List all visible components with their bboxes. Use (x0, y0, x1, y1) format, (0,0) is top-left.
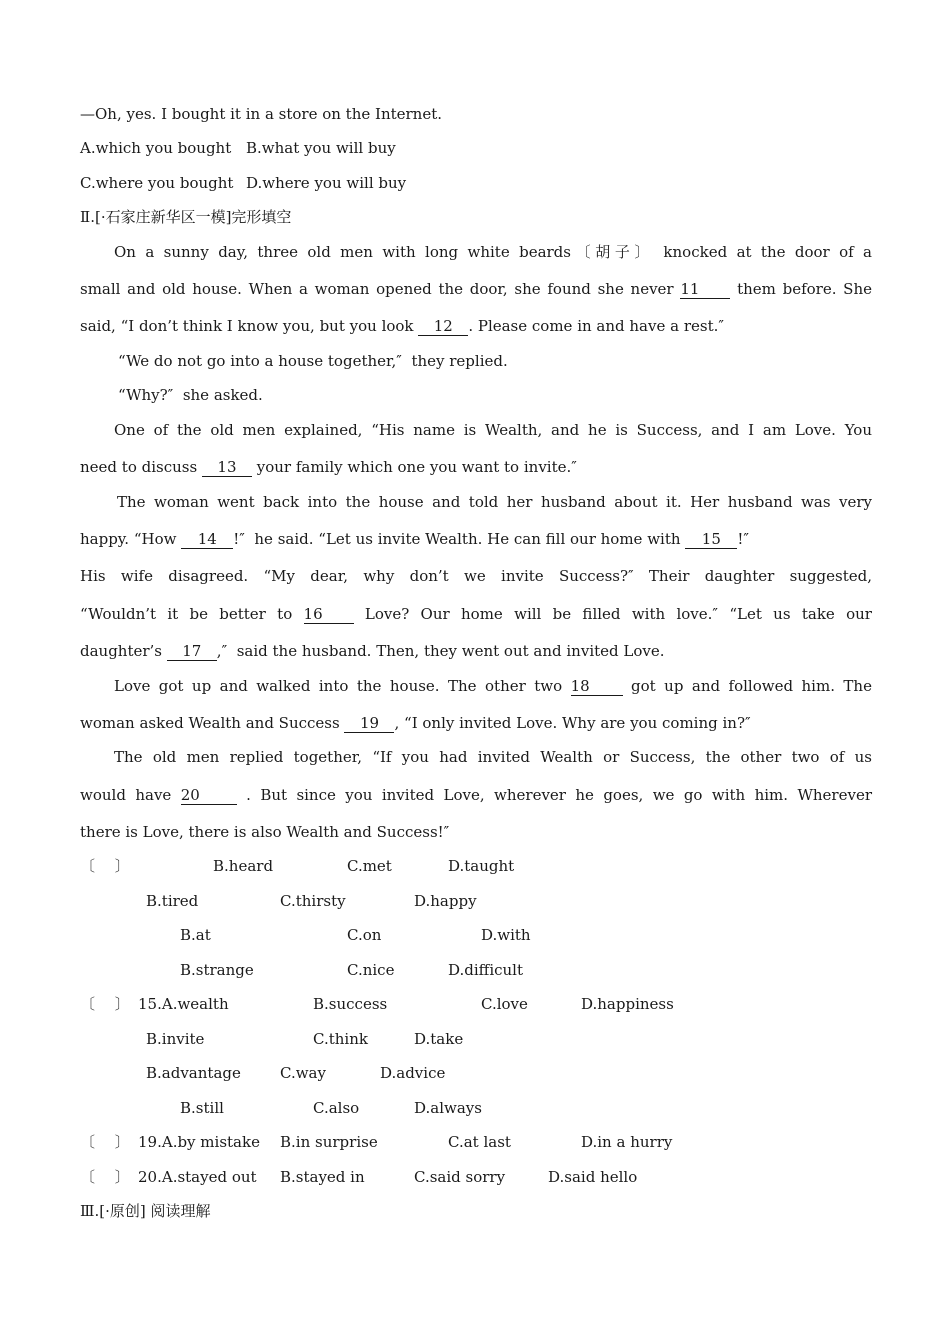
passage-line (80, 279, 872, 299)
blank-20: 20 (181, 787, 237, 805)
choice-option: B.heard (213, 857, 274, 875)
text: . Please come in and have a rest.″ (468, 317, 724, 335)
passage-line: there is Love, there is also Wealth and Success!″ (80, 823, 450, 841)
passage-line (80, 785, 872, 805)
passage-line: “We do not go into a house together,″ they replied. (118, 352, 508, 370)
blank-15: 15 (685, 531, 737, 549)
choice-option: D.happiness (581, 995, 674, 1013)
text: ,″ said the husband. Then, they went out and invited Love. (216, 642, 665, 660)
choice-option: C.also (313, 1099, 360, 1117)
choice-option: D.said hello (548, 1168, 638, 1186)
blank-14: 14 (181, 531, 233, 549)
passage-line: The old men replied together, “If you had invited Wealth or Success, the other two of us (114, 748, 872, 766)
text: Love? Our home will be filled with love.″ “Let us take our (364, 605, 872, 623)
blank-18: 18 (571, 678, 623, 696)
choice-option: B.strange (180, 961, 254, 979)
blank-12: 12 (418, 318, 468, 336)
passage-line: One of the old men explained, “His name is Wealth, and he is Success, and I am Love. You (114, 421, 872, 439)
option-c: C.where you bought (80, 174, 234, 192)
choice-option: D.in a hurry (581, 1133, 673, 1151)
answer-bracket[interactable]: 〔 〕 (80, 1168, 130, 1186)
choice-option: D.advice (380, 1064, 446, 1082)
blank-17: 17 (167, 643, 217, 661)
choice-option: C.way (280, 1064, 326, 1082)
choice-option: 15.A.wealth (138, 995, 229, 1013)
text: “Wouldn’t it be better to (80, 605, 293, 623)
choice-option: D.difficult (448, 961, 523, 979)
answer-bracket[interactable]: 〔 〕 (80, 857, 130, 875)
choice-option: 19.A.by mistake (138, 1133, 260, 1151)
text: need to discuss (80, 458, 198, 476)
choice-option: C.love (481, 995, 528, 1013)
text: !″ (737, 530, 749, 548)
text: !″ he said. “Let us invite Wealth. He can fill our home with (233, 530, 681, 548)
blank-11: 11 (680, 281, 730, 299)
choice-option: C.at last (448, 1133, 511, 1151)
choice-option: C.thirsty (280, 892, 346, 910)
choice-option: B.still (180, 1099, 224, 1117)
passage-line (114, 676, 872, 696)
choice-option: C.met (347, 857, 392, 875)
text: small and old house. When a woman opened the door, she found she never (80, 280, 674, 298)
choice-option: B.invite (146, 1030, 205, 1048)
text: woman asked Wealth and Success (80, 714, 340, 732)
passage-line: “Why?″ she asked. (118, 386, 263, 404)
text: . But since you invited Love, wherever he goes, we go with him. Wherever (246, 786, 872, 804)
choice-option: B.tired (146, 892, 199, 910)
text: got up and followed him. The (631, 677, 872, 695)
text: your family which one you want to invite.″ (256, 458, 577, 476)
choice-option: D.always (414, 1099, 482, 1117)
choice-option: C.nice (347, 961, 395, 979)
passage-line (80, 316, 872, 336)
text: them before. She (737, 280, 872, 298)
choice-option: D.happy (414, 892, 477, 910)
passage-line (80, 457, 872, 477)
answer-bracket[interactable]: 〔 〕 (80, 995, 130, 1013)
choice-option: B.advantage (146, 1064, 241, 1082)
choice-option: D.take (414, 1030, 464, 1048)
text: daughter’s (80, 642, 163, 660)
choice-option: C.think (313, 1030, 368, 1048)
text: said, “I don’t think I know you, but you look (80, 317, 414, 335)
passage-line: The woman went back into the house and told her husband about it. Her husband was very (117, 493, 872, 511)
choice-option: C.said sorry (414, 1168, 506, 1186)
section-heading-reading: Ⅲ.[·原创] 阅读理解 (80, 1202, 211, 1220)
blank-19: 19 (344, 715, 394, 733)
text: Love got up and walked into the house. The other two (114, 677, 563, 695)
option-d: D.where you will buy (246, 174, 407, 192)
passage-line (80, 713, 872, 733)
passage-line (80, 604, 872, 624)
choice-option: B.at (180, 926, 211, 944)
option-b: B.what you will buy (246, 139, 396, 157)
choice-option: D.taught (448, 857, 515, 875)
choice-option: B.stayed in (280, 1168, 365, 1186)
text: , “I only invited Love. Why are you coming in?″ (394, 714, 751, 732)
blank-16: 16 (304, 606, 354, 624)
option-a: A.which you bought (80, 139, 232, 157)
passage-line (80, 641, 872, 661)
choice-option: D.with (481, 926, 531, 944)
passage-line: His wife disagreed. “My dear, why don’t we invite Success?″ Their daughter suggested, (80, 567, 872, 585)
choice-option: B.success (313, 995, 388, 1013)
blank-13: 13 (202, 459, 252, 477)
answer-bracket[interactable]: 〔 〕 (80, 1133, 130, 1151)
text: happy. “How (80, 530, 177, 548)
text: would have (80, 786, 172, 804)
section-heading-cloze: Ⅱ.[·石家庄新华区一模]完形填空 (80, 208, 292, 226)
passage-line: On a sunny day, three old men with long white beards〔胡子〕 knocked at the door of a (114, 243, 872, 261)
choice-option: B.in surprise (280, 1133, 378, 1151)
choice-option: C.on (347, 926, 382, 944)
choice-option: 20.A.stayed out (138, 1168, 257, 1186)
answer-line: —Oh, yes. I bought it in a store on the Internet. (80, 105, 443, 123)
passage-line (80, 529, 872, 549)
